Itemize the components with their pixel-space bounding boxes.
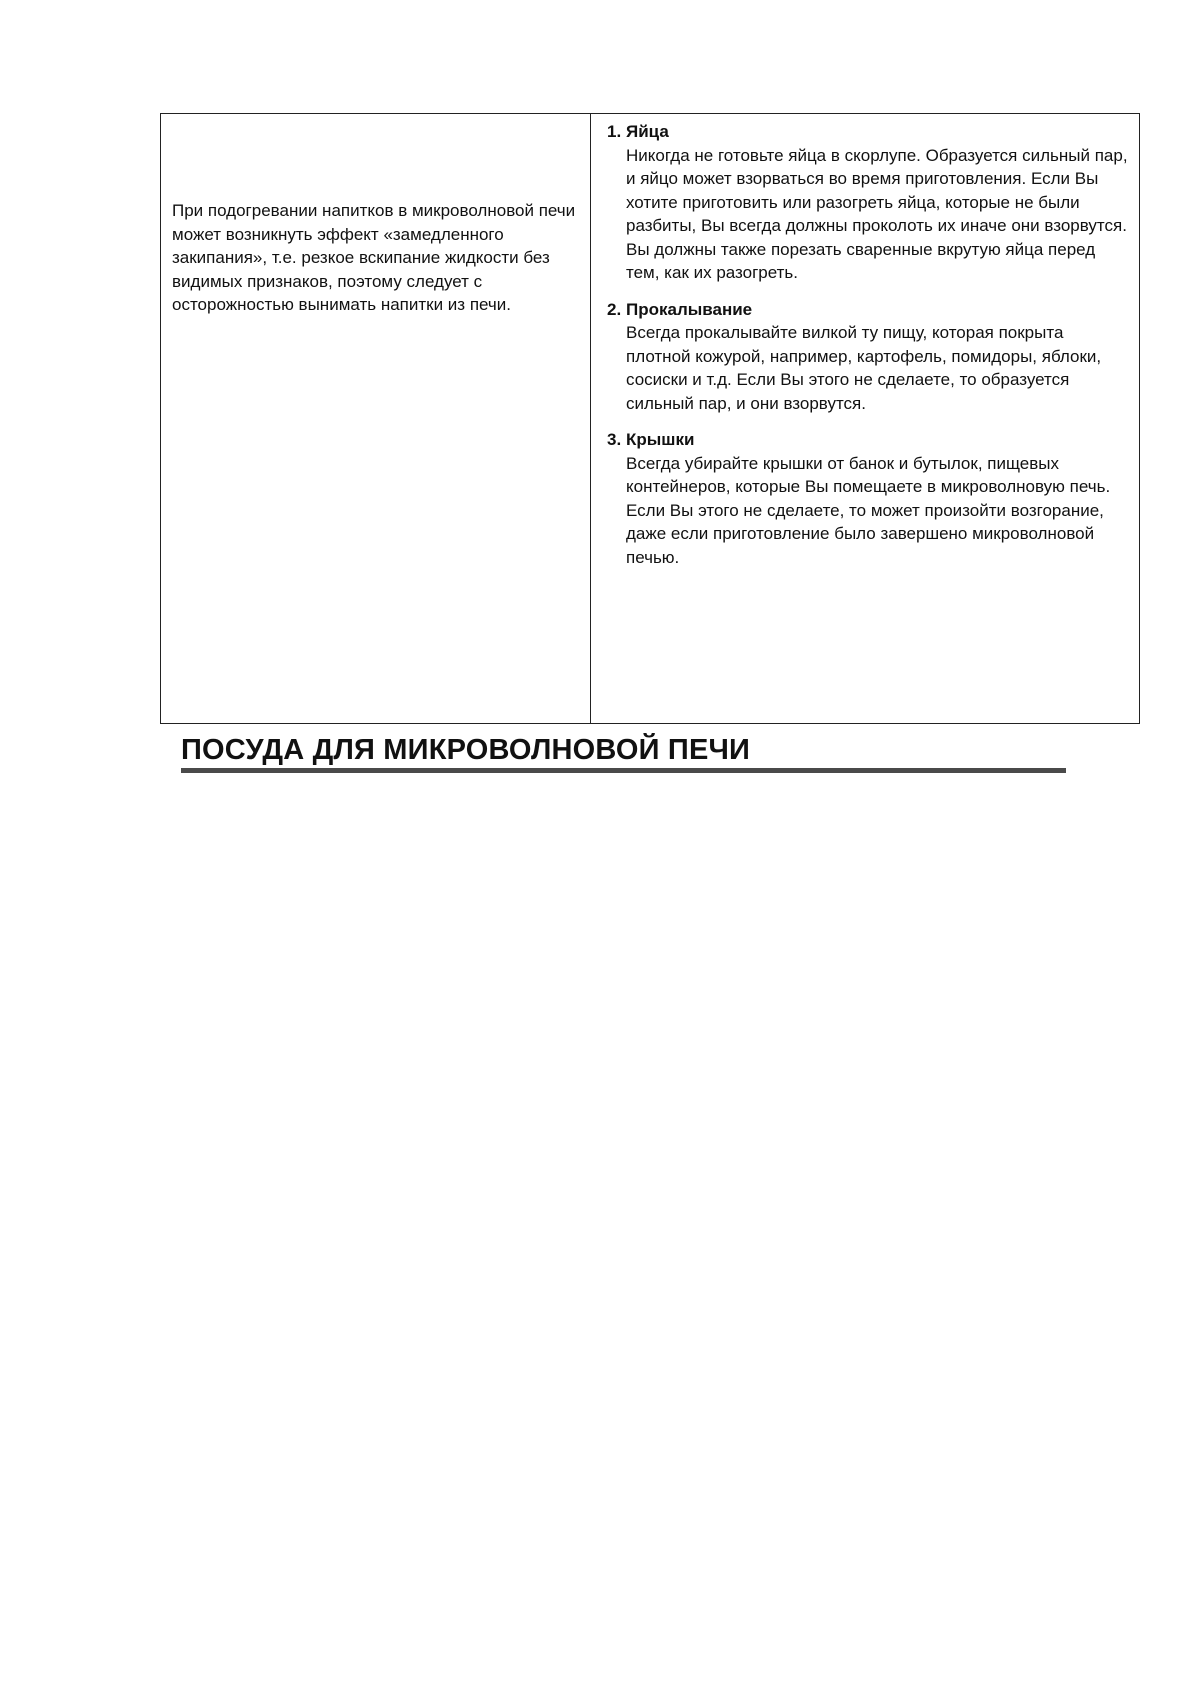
table-cell-right <box>591 114 1139 723</box>
list-item-piercing <box>607 298 1131 416</box>
boiling-warning-text: При подогревании напитков в микроволновой печи может возникнуть эффект «замедленного закипания», т.е. резкое вскипание жидкости без видимых признаков, поэтому следует с осторожностью вынимать напитки из печи. <box>172 201 576 314</box>
section-heading: ПОСУДА ДЛЯ МИКРОВОЛНОВОЙ ПЕЧИ <box>181 734 751 766</box>
item-body: Всегда прокалывайте вилкой ту пищу, которая покрыта плотной кожурой, например, картофель, помидоры, яблоки, сосиски и т.д. Если Вы этого не сделаете, то образуется сильный пар, и они взорвутся. <box>626 323 1102 413</box>
list-item-lids <box>607 428 1131 569</box>
item-title: Прокалывание <box>626 299 753 319</box>
item-title: Яйца <box>626 122 669 141</box>
table-cell-left <box>161 114 591 723</box>
item-number: 1. <box>607 122 622 141</box>
list-item-eggs <box>607 120 1131 285</box>
item-number: 3. <box>607 430 622 449</box>
section-underline <box>181 768 1066 773</box>
item-body: Всегда убирайте крышки от банок и бутылок, пищевых контейнеров, которые Вы помещаете в микроволновую печь. Если Вы этого не сделаете, то может произойти возгорание, даже если приготовление было завершено микроволновой печью. <box>626 453 1111 567</box>
item-number: 2. <box>607 299 622 319</box>
item-title: Крышки <box>626 430 695 449</box>
warning-table <box>160 113 1140 724</box>
item-body: Никогда не готовьте яйца в скорлупе. Образуется сильный пар, и яйцо может взорваться во время приготовления. Если Вы хотите приготовить или разогреть яйца, которые не были разбиты, Вы всегда должны проколоть их иначе они взорвутся. Вы должны также порезать сваренные вкрутую яйца перед тем, как их разогреть. <box>626 145 1128 282</box>
